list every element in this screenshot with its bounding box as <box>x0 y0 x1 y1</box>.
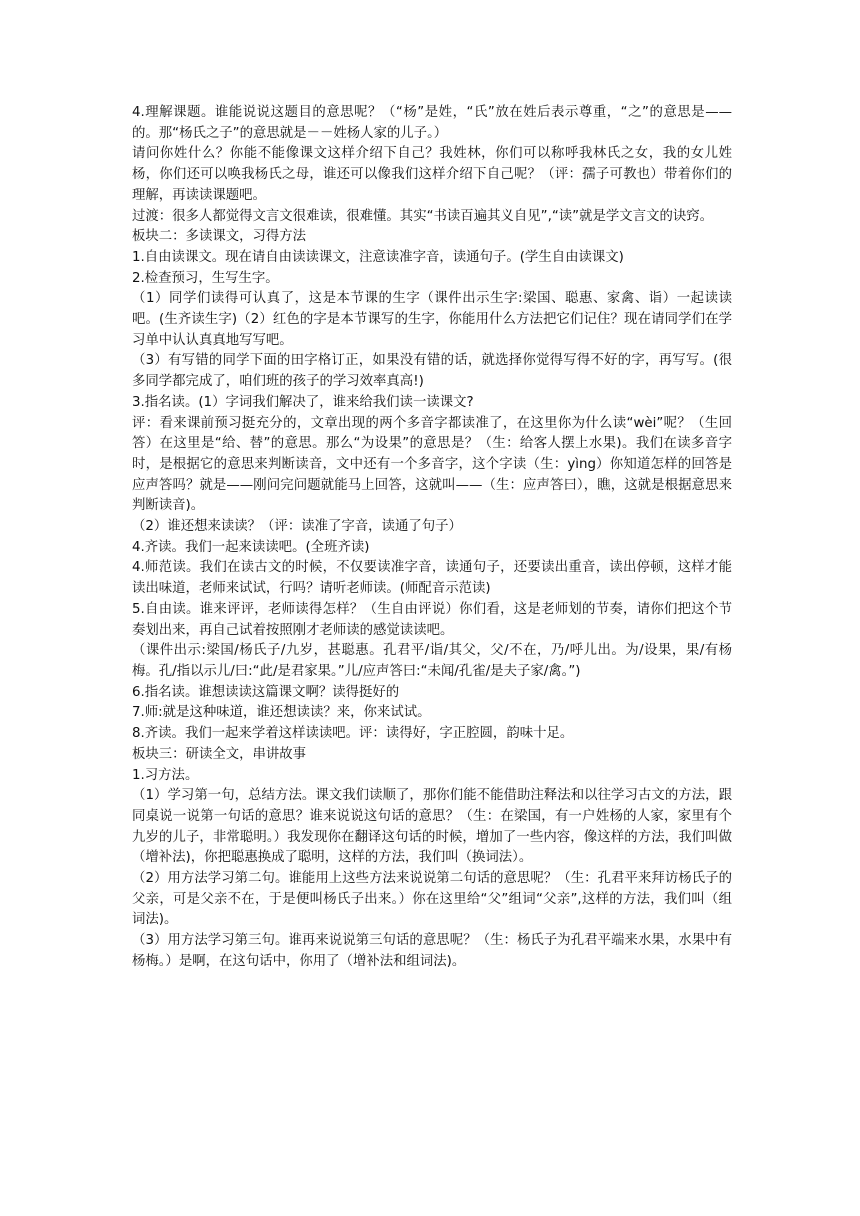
paragraph-group-reading: 8.齐读。我们一起来学着这样读读吧。评：读得好，字正腔圆，韵味十足。 <box>132 726 574 742</box>
paragraph-learn-method: 1.习方法。 <box>132 767 199 783</box>
paragraph-teacher-remark: 7.师:就是这种味道，谁还想读读？来，你来试试。 <box>132 705 431 721</box>
paragraph-third-sentence: （3）用方法学习第三句。谁再来说说第三句话的意思呢？（生：杨氏子为孔君平端来水果，水果中有杨梅。）是啊，在这句话中，你用了（增补法和组词法)。 <box>132 933 732 969</box>
paragraph-who-else-reads: （2）谁还想来读读？（评：读准了字音，读通了句子） <box>132 519 462 535</box>
paragraph-teacher-model-reading: 4.师范读。我们在读古文的时候，不仅要读准字音，读通句子，还要读出重音，读出停顿，这样才能读出味道，老师来试试，行吗？请听老师读。(师配音示范读) <box>132 560 732 597</box>
paragraph-free-evaluation: 5.自由读。谁来评评，老师读得怎样？（生自由评说）你们看，这是老师划的节奏，请你们把这个节奏划出来，再自己试着按照刚才老师读的感觉读读吧。 <box>132 601 732 638</box>
paragraph-check-preview: 2.检查预习，生写生字。 <box>132 270 279 286</box>
paragraph-free-reading: 1.自由读课文。现在请自由读读课文，注意读准字音，读通句子。(学生自由读课文) <box>132 249 624 265</box>
paragraph-first-sentence: （1）学习第一句，总结方法。课文我们读顺了，那你们能不能借助注释法和以往学习古文的方法，跟同桌说一说第一句话的意思？谁来说说这句话的意思？（生：在梁国，有一户姓杨的人家，家里有个九岁的儿子，非常聪明。）我发现你在翻译这句话的时候，增加了一些内容，像这样的方法，我们叫做（增补法)，你把聪惠换成了聪明，这样的方法，我们叫（换词法）。 <box>132 788 732 866</box>
paragraph-named-reading-2: 6.指名读。谁想读读这篇课文啊？读得挺好的 <box>132 684 400 700</box>
paragraph-topic-explanation: 4.理解课题。谁能说说这题目的意思呢？（“杨”是姓，“氏”放在姓后表示尊重，“之”的意思是——的。那“杨氏之子”的意思就是－－姓杨人家的儿子。） <box>132 105 732 141</box>
paragraph-second-sentence: （2）用方法学习第二句。谁能用上这些方法来说说第二句话的意思呢？（生：孔君平来拜访杨氏子的父亲，可是父亲不在，于是便叫杨氏子出来。）你在这里给“父”组词“父亲”,这样的方法，我们叫（组词法)。 <box>132 871 732 928</box>
paragraph-introduce-name: 请问你姓什么？你能不能像课文这样介绍下自己？我姓林，你们可以称呼我林氏之女，我的女儿姓杨，你们还可以唤我杨氏之母，谁还可以像我们这样介绍下自己呢？（评：孺子可教也）带着你们的理解，再读读课题吧。 <box>132 146 732 203</box>
paragraph-rhythm-text: （课件出示:梁国/杨氏子/九岁，甚聪惠。孔君平/诣/其父，父/不在，乃/呼儿出。为/设果，果/有杨梅。孔/指以示儿/曰:“此/是君家果。”儿/应声答曰:“未闻/孔雀/是夫子家/禽。”) <box>132 643 732 679</box>
paragraph-named-reading: 3.指名读。(1）字词我们解决了，谁来给我们读一读课文? <box>132 394 474 410</box>
paragraph-transition: 过渡：很多人都觉得文言文很难读，很难懂。其实“书读百遍其义自见”,“读”就是学文言文的诀窍。 <box>132 208 714 224</box>
section-heading-block-three: 板块三：研读全文，串讲故事 <box>132 746 307 762</box>
document-page <box>132 103 732 973</box>
paragraph-new-characters: （1）同学们读得可认真了，这是本节课的生字（课件出示生字:梁国、聪惠、家禽、诣）一起读读吧。(生齐读生字)（2）红色的字是本节课写的生字，你能用什么方法把它们记住？现在请同学们在学习单中认认真真地写写吧。 <box>132 291 732 348</box>
paragraph-correction: （3）有写错的同学下面的田字格订正，如果没有错的话，就选择你觉得写得不好的字，再写写。(很多同学都完成了，咱们班的孩子的学习效率真高!) <box>132 353 732 390</box>
paragraph-polyphonic-comment: 评：看来课前预习挺充分的，文章出现的两个多音字都读准了，在这里你为什么读“wèi”呢？（生回答）在这里是“给、替”的意思。那么“为设果”的意思是？（生：给客人摆上水果)。我们在读多音字时，是根据它的意思来判断读音，文中还有一个多音字，这个字读（生：yìng）你知道怎样的回答是应声答吗？就是——刚问完问题就能马上回答，这就叫——（生：应声答曰），瞧，这就是根据意思来判断读音)。 <box>132 415 732 514</box>
section-heading-block-two: 板块二：多读课文，习得方法 <box>132 229 307 245</box>
paragraph-class-reading: 4.齐读。我们一起来读读吧。(全班齐读) <box>132 539 370 555</box>
